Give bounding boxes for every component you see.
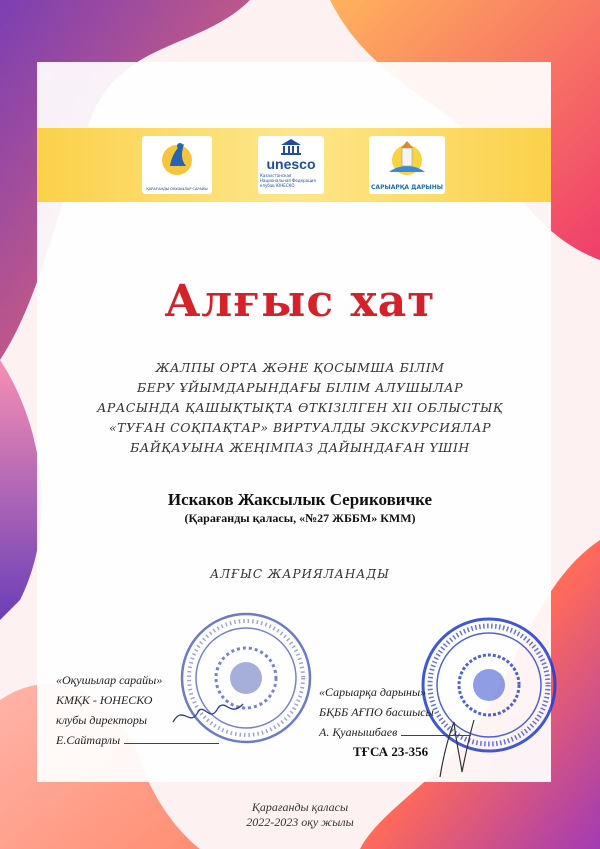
saryarka-sun-icon bbox=[369, 138, 445, 178]
certificate-title: Алғыс хат bbox=[164, 276, 436, 327]
signer-name: Е.Сайтарлы bbox=[56, 733, 121, 747]
signature-line bbox=[124, 743, 219, 744]
signature-line bbox=[401, 735, 471, 736]
signer-org: «Оқушылар сарайы» bbox=[56, 673, 163, 687]
palace-emblem-icon bbox=[142, 136, 212, 180]
citation-text bbox=[0, 358, 600, 458]
citation-line: АРАСЫНДА ҚАШЫҚТЫҚТА ӨТКІЗІЛГЕН XII ОБЛЫСТЫҚ bbox=[96, 400, 504, 415]
signer-org-2: КМҚК - ЮНЕСКО bbox=[56, 693, 153, 707]
unesco-temple-icon bbox=[280, 138, 302, 156]
signer-name: А. Қуанышбаев bbox=[319, 725, 398, 739]
announcement: АЛҒЫС ЖАРИЯЛАНАДЫ bbox=[210, 567, 390, 581]
recipient-school: (Қарағанды қаласы, «№27 ЖББМ» КММ) bbox=[184, 511, 416, 525]
signer-role: БҚББ АҒПО басшысы bbox=[319, 705, 434, 719]
recipient-name: Искаков Жаксылык Сериковичке bbox=[167, 490, 433, 509]
unesco-logo bbox=[258, 136, 324, 194]
signer-role: клубы директоры bbox=[56, 713, 148, 727]
citation-line: БАЙҚАУЫНА ЖЕҢІМПАЗ ДАЙЫНДАҒАН ҮШІН bbox=[130, 440, 470, 455]
signature-block-left bbox=[56, 670, 219, 750]
saryarka-caption: САРЫАРҚА ДАРЫНЫ bbox=[371, 184, 443, 191]
citation-line: ЖАЛПЫ ОРТА ЖӘНЕ ҚОСЫМША БІЛІМ bbox=[155, 360, 445, 375]
palace-logo bbox=[142, 136, 212, 194]
unesco-wordmark: unesco bbox=[266, 156, 316, 172]
palace-caption: ҚАРАҒАНДЫ ОҚУШЫЛАР САРАЙЫ bbox=[146, 187, 208, 191]
footer-city: Қарағанды қаласы bbox=[251, 800, 349, 814]
signature-block-right bbox=[319, 682, 471, 742]
unesco-caption: Казахстанская Национальная Федерация клубов ЮНЕСКО bbox=[260, 173, 316, 188]
saryarka-logo bbox=[369, 136, 445, 194]
citation-line: «ТУҒАН СОҚПАҚТАР» ВИРТУАЛДЫ ЭКСКУРСИЯЛАР bbox=[109, 420, 491, 435]
signer-org: «Сарыарқа дарыны» bbox=[319, 685, 427, 699]
certificate-number: ТҒСА 23-356 bbox=[353, 744, 429, 759]
citation-line: БЕРУ ҰЙЫМДАРЫНДАҒЫ БІЛІМ АЛУШЫЛАР bbox=[137, 380, 463, 395]
footer-year: 2022-2023 оқу жылы bbox=[246, 815, 354, 829]
